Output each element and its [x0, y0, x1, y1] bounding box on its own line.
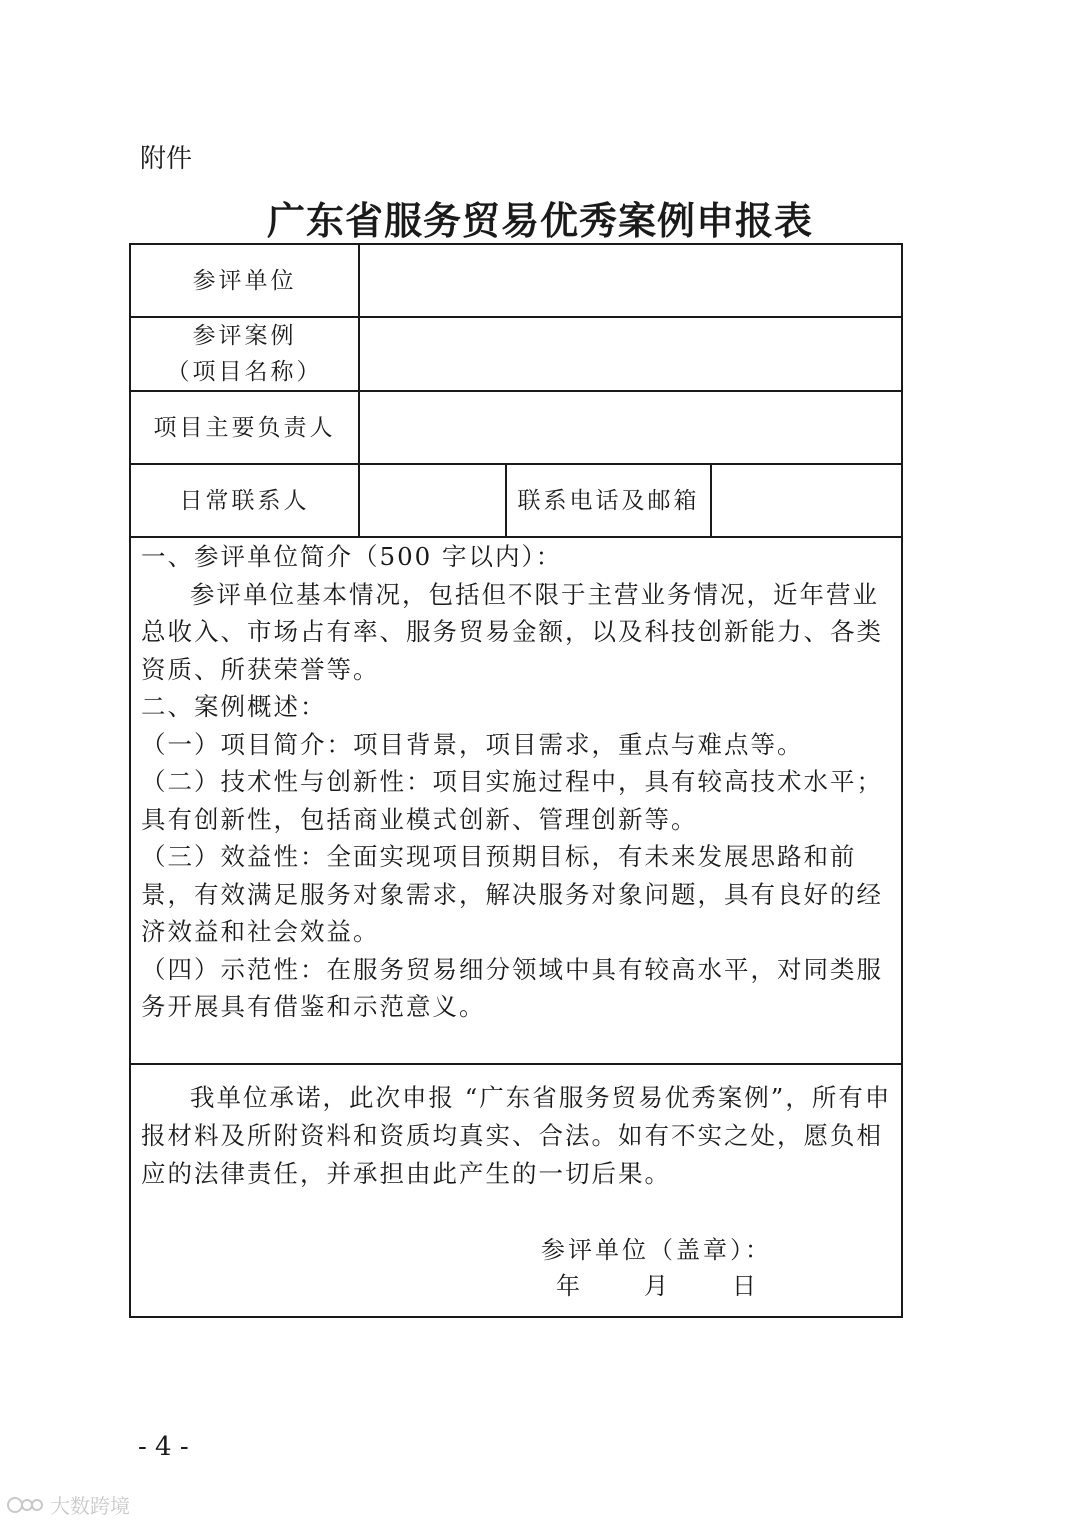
contact-field[interactable] [360, 465, 505, 536]
case-label [131, 318, 358, 390]
description-section [141, 538, 893, 1026]
leader-label [131, 392, 358, 463]
attachment-label: 附件 [140, 144, 193, 174]
unit-label [131, 245, 358, 316]
case-label-line1: 参评案例 [192, 323, 297, 349]
leader-field[interactable] [360, 392, 901, 463]
row-divider [131, 1063, 901, 1065]
unit-label-text: 参评单位 [192, 267, 297, 294]
overview-item-2: （二）技术性与创新性：项目实施过程中，具有较高技术水平；具有创新性，包括商业模式创新、管理创新等。 [141, 767, 883, 834]
page-number: - 4 - [138, 1432, 189, 1462]
watermark [6, 1490, 130, 1519]
application-form [129, 243, 903, 1318]
contact-label-text: 日常联系人 [179, 487, 310, 514]
form-title: 广东省服务贸易优秀案例申报表 [266, 198, 813, 243]
date-year: 年 [556, 1272, 580, 1300]
case-label-line2: （项目名称） [166, 359, 323, 385]
phone-label [507, 465, 710, 536]
phone-field[interactable] [712, 465, 901, 536]
commitment-text: 我单位承诺，此次申报 “广东省服务贸易优秀案例”，所有申报材料及所附资料和资质均真实、合法。如有不实之处，愿负相应的法律责任，并承担由此产生的一切后果。 [141, 1083, 892, 1188]
watermark-logo-icon [6, 1494, 46, 1516]
contact-label [131, 465, 358, 536]
overview-item-4: （四）示范性：在服务贸易细分领域中具有较高水平，对同类服务开展具有借鉴和示范意义。 [141, 954, 883, 1021]
phone-label-text: 联系电话及邮箱 [517, 487, 700, 514]
date-line [556, 1267, 820, 1305]
unit-field[interactable] [360, 245, 901, 316]
intro-heading: 一、参评单位简介（500 字以内）： [141, 542, 563, 571]
seal-label: 参评单位（盖章）： [541, 1236, 772, 1264]
date-month: 月 [644, 1272, 668, 1300]
date-day: 日 [732, 1272, 756, 1300]
intro-text: 参评单位基本情况，包括但不限于主营业务情况，近年营业总收入、市场占有率、服务贸易金额，以及科技创新能力、各类资质、所获荣誉等。 [141, 579, 883, 684]
overview-item-1: （一）项目简介：项目背景，项目需求，重点与难点等。 [141, 729, 804, 759]
overview-heading: 二、案例概述： [141, 692, 327, 721]
watermark-text: 大数跨境 [50, 1494, 130, 1518]
case-field[interactable] [360, 318, 901, 390]
overview-item-3: （三）效益性：全面实现项目预期目标，有未来发展思路和前景，有效满足服务对象需求，解决服务对象问题，具有良好的经济效益和社会效益。 [141, 842, 883, 946]
leader-label-text: 项目主要负责人 [153, 414, 336, 441]
